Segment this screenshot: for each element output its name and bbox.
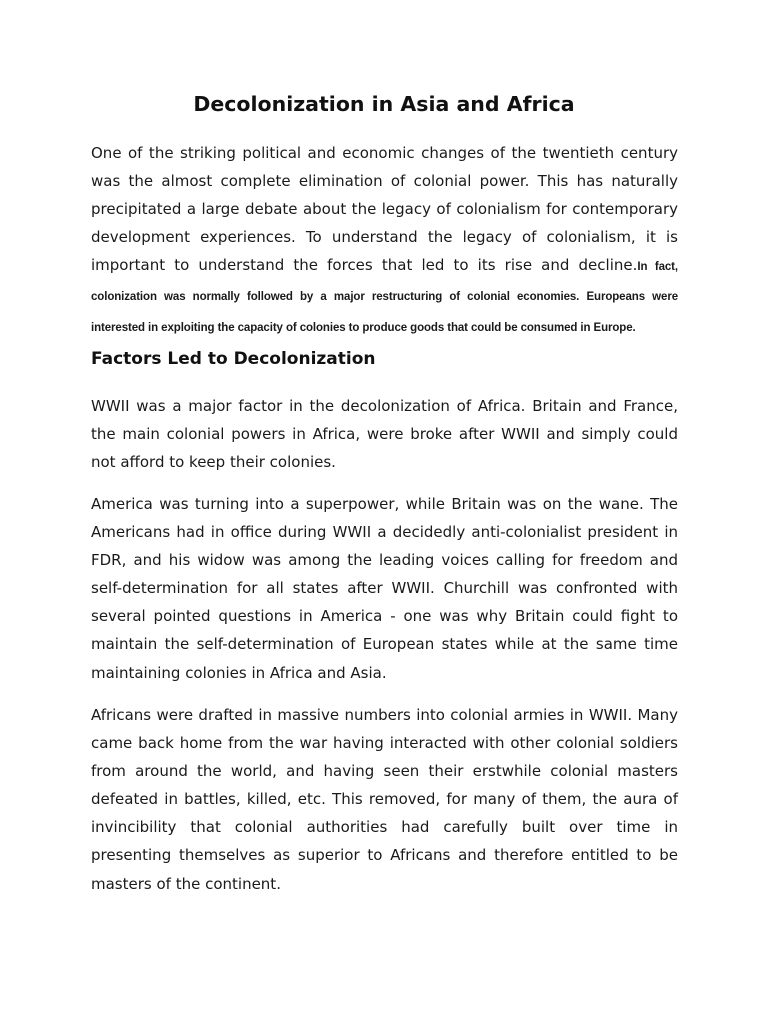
document-title: Decolonization in Asia and Africa: [193, 92, 575, 116]
paragraph-2: America was turning into a superpower, while Britain was on the wane. The Americans had in office during WWII a decidedly anti-colonialist president in FDR, and his widow was among the leading voices calling for freedom and self-determination for all states after WWII. Churchill was confronted with several pointed questions in America - one was why Britain could fight to maintain the self-determination of European states while at the same time maintaining colonies in Africa and Asia.: [91, 495, 678, 682]
intro-bold-text: In fact, colonization was normally followed by a major restructuring of colonial economies. Europeans were interested in exploiting the capacity of colonies to produce goods that could be consumed in Europe.: [91, 261, 678, 334]
section-heading: Factors Led to Decolonization: [91, 349, 376, 369]
paragraph-1: WWII was a major factor in the decolonization of Africa. Britain and France, the main colonial powers in Africa, were broke after WWII and simply could not afford to keep their colonies.: [91, 397, 678, 472]
intro-paragraph: [91, 139, 678, 342]
intro-text: One of the striking political and economic changes of the twentieth century was the almost complete elimination of colonial power. This has naturally precipitated a large debate about the legacy of colonialism for contemporary development experiences. To understand the legacy of colonialism, it is important to understand the forces that led to its rise and decline.: [91, 144, 678, 275]
paragraph-3: Africans were drafted in massive numbers into colonial armies in WWII. Many came back home from the war having interacted with other colonial soldiers from around the world, and having seen their erstwhile colonial masters defeated in battles, killed, etc. This removed, for many of them, the aura of invincibility that colonial authorities had carefully built over time in presenting themselves as superior to Africans and therefore entitled to be masters of the continent.: [91, 706, 678, 893]
